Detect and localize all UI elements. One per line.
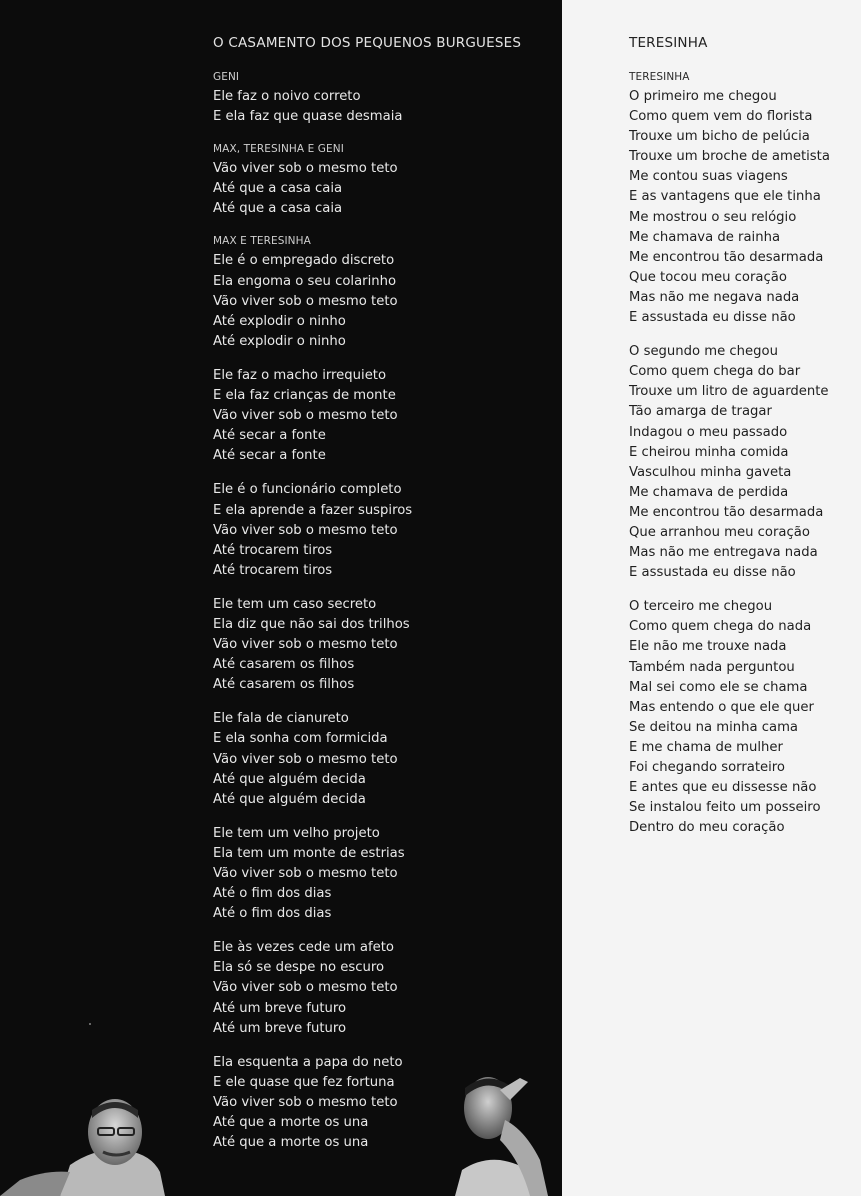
lyric-line: Trouxe um broche de ametista: [629, 149, 830, 165]
lyric-line: Até que a morte os una: [213, 1115, 369, 1131]
lyric-line: Vão viver sob o mesmo teto: [213, 637, 398, 653]
lyric-line: Foi chegando sorrateiro: [629, 760, 785, 775]
stanza: [629, 597, 830, 838]
lyric-line: E cheirou minha comida: [629, 444, 789, 460]
lyric-line: E ele quase que fez fortuna: [213, 1074, 395, 1090]
lyric-line: Mas não me negava nada: [629, 289, 800, 305]
speck: [89, 1023, 91, 1025]
lyric-line: Ele fala de cianureto: [213, 711, 349, 727]
right-panel: [562, 0, 861, 1196]
left-performer-figure: [0, 1099, 165, 1196]
stanza: [213, 938, 412, 1038]
stanza: [213, 709, 412, 809]
lyric-line: Mas entendo o que ele quer: [629, 699, 814, 715]
right-lyrics: [629, 69, 830, 852]
lyric-line: Até um breve futuro: [213, 1000, 347, 1016]
lyric-line: Tão amarga de tragar: [629, 404, 772, 420]
lyric-line: Até trocarem tiros: [213, 542, 333, 558]
lyric-line: Ele às vezes cede um afeto: [213, 940, 394, 956]
lyric-line: Ele é o funcionário completo: [213, 482, 402, 498]
lyric-line: Mas não me entregava nada: [629, 545, 818, 561]
lyric-line: Vão viver sob o mesmo teto: [213, 1094, 398, 1110]
lyric-line: Dentro do meu coração: [629, 820, 785, 836]
stanza: [213, 480, 412, 580]
left-song-title: O CASAMENTO DOS PEQUENOS BURGUESES: [213, 35, 522, 51]
lyric-line: Até que alguém decida: [213, 791, 366, 807]
lyric-line: Até explodir o ninho: [213, 313, 346, 329]
lyric-line: Me mostrou o seu relógio: [629, 209, 797, 225]
lyric-line: Ela tem um monte de estrias: [213, 845, 405, 861]
speaker-label: TERESINHA: [629, 71, 690, 83]
lyric-line: Ela engoma o seu colarinho: [213, 273, 397, 289]
lyric-line: Ele faz o noivo correto: [213, 89, 361, 104]
lyric-line: Trouxe um litro de aguardente: [629, 384, 829, 400]
lyric-line: E assustada eu disse não: [629, 565, 796, 581]
lyric-line: Vão viver sob o mesmo teto: [213, 408, 398, 424]
lyric-line: Até que a casa caia: [213, 181, 343, 197]
lyric-line: E ela faz crianças de monte: [213, 388, 396, 404]
lyric-line: Ele tem um velho projeto: [213, 825, 380, 841]
stanza: [629, 69, 830, 328]
lyric-line: Ela diz que não sai dos trilhos: [213, 616, 410, 632]
lyric-line: O primeiro me chegou: [629, 89, 777, 104]
stanza: [213, 233, 412, 351]
lyric-line: Trouxe um bicho de pelúcia: [629, 129, 810, 145]
speaker-label: MAX, TERESINHA E GENI: [213, 143, 344, 156]
lyric-line: Vão viver sob o mesmo teto: [213, 293, 398, 309]
performers-photo: [0, 1060, 562, 1196]
speaker-label: MAX E TERESINHA: [213, 235, 311, 248]
lyric-line: Até casarem os filhos: [213, 657, 355, 673]
lyric-line: Até o fim dos dias: [213, 886, 332, 902]
lyric-line: Até casarem os filhos: [213, 677, 355, 693]
lyric-line: Me chamava de perdida: [629, 484, 789, 500]
lyric-line: Me encontrou tão desarmada: [629, 249, 824, 265]
lyric-line: Se deitou na minha cama: [629, 719, 799, 735]
stanza: [213, 595, 412, 695]
lyric-line: Até secar a fonte: [213, 428, 326, 444]
lyric-line: Até que a casa caia: [213, 201, 343, 217]
lyric-line: E ela aprende a fazer suspiros: [213, 502, 413, 518]
lyric-line: Até explodir o ninho: [213, 333, 346, 349]
lyric-line: O terceiro me chegou: [629, 599, 773, 615]
stanza: [213, 69, 412, 127]
lyric-line: Até que a morte os una: [213, 1135, 369, 1151]
right-performer-figure: [455, 1077, 548, 1196]
lyric-line: O segundo me chegou: [629, 344, 778, 360]
lyric-line: Até que alguém decida: [213, 771, 366, 787]
stanza: [629, 342, 830, 583]
lyric-line: Vão viver sob o mesmo teto: [213, 522, 398, 538]
lyric-line: Me encontrou tão desarmada: [629, 504, 824, 520]
lyric-line: Como quem vem do florista: [629, 109, 813, 125]
lyric-line: E antes que eu dissesse não: [629, 780, 817, 796]
lyric-line: Como quem chega do bar: [629, 364, 801, 380]
stanza: [213, 824, 412, 924]
stanza: [213, 366, 412, 466]
lyric-line: Vão viver sob o mesmo teto: [213, 980, 398, 996]
lyric-line: Mal sei como ele se chama: [629, 679, 808, 695]
lyric-line: Ele é o empregado discreto: [213, 253, 395, 269]
lyric-line: Que tocou meu coração: [629, 269, 787, 285]
right-song-title: TERESINHA: [629, 35, 708, 51]
lyric-line: E ela sonha com formicida: [213, 731, 388, 747]
left-lyrics: [213, 69, 412, 1167]
lyric-line: Se instalou feito um posseiro: [629, 800, 821, 816]
lyric-line: Ele tem um caso secreto: [213, 596, 377, 612]
lyric-line: Até secar a fonte: [213, 448, 326, 464]
lyric-line: Vão viver sob o mesmo teto: [213, 751, 398, 767]
lyric-line: E ela faz que quase desmaia: [213, 109, 403, 125]
lyric-line: Ele não me trouxe nada: [629, 639, 787, 655]
lyric-line: Vão viver sob o mesmo teto: [213, 866, 398, 881]
lyric-line: Me contou suas viagens: [629, 169, 788, 185]
lyric-line: Vão viver sob o mesmo teto: [213, 161, 398, 177]
speaker-label: GENI: [213, 71, 240, 83]
lyric-line: Também nada perguntou: [629, 659, 795, 675]
lyric-line: Até o fim dos dias: [213, 906, 332, 922]
lyric-line: Ela esquenta a papa do neto: [213, 1054, 403, 1070]
lyric-line: Me chamava de rainha: [629, 229, 781, 245]
lyric-line: Como quem chega do nada: [629, 619, 812, 635]
lyric-line: Que arranhou meu coração: [629, 524, 810, 540]
lyric-line: E as vantagens que ele tinha: [629, 189, 821, 205]
stanza: [213, 141, 412, 219]
lyric-line: Ela só se despe no escuro: [213, 960, 385, 976]
lyric-line: Indagou o meu passado: [629, 424, 788, 440]
lyric-line: Até um breve futuro: [213, 1020, 347, 1036]
lyric-line: E me chama de mulher: [629, 739, 783, 755]
lyric-line: Vasculhou minha gaveta: [629, 464, 792, 480]
lyric-line: Ele faz o macho irrequieto: [213, 367, 387, 383]
lyric-line: E assustada eu disse não: [629, 310, 796, 326]
lyric-line: Até trocarem tiros: [213, 562, 333, 578]
